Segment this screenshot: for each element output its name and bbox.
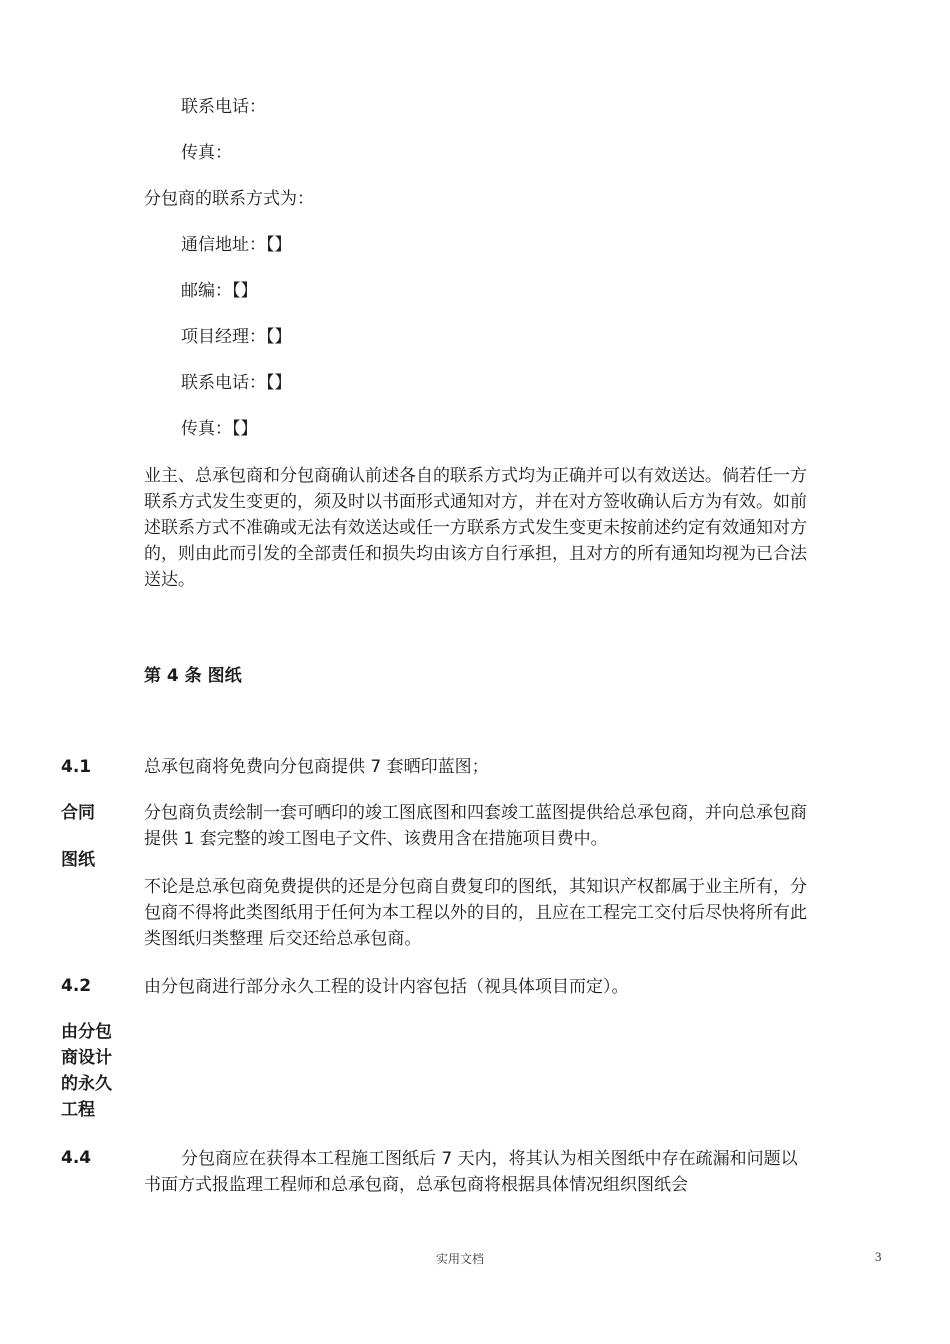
subcontractor-address-label: 通信地址：【】 bbox=[181, 235, 292, 255]
section-4-1-paragraph-1: 总承包商将免费向分包商提供 7 套晒印蓝图； bbox=[144, 757, 489, 777]
section-number-4-2: 4.2 bbox=[61, 976, 92, 996]
section-4-1-side-title-line-1: 合同 bbox=[61, 803, 95, 823]
subcontractor-fax-label: 传真：【】 bbox=[181, 419, 258, 439]
footer-text: 实用文档 bbox=[436, 1252, 485, 1266]
section-4-2-paragraph-1: 由分包商进行部分永久工程的设计内容包括（视具体项目而定）。 bbox=[144, 977, 629, 997]
confirmation-paragraph: 业主、总承包商和分包商确认前述各自的联系方式均为正确并可以有效送达。倘若任一方联系方式发生变更的，须及时以书面形式通知对方，并在对方签收确认后方为有效。如前述联系方式不准确或无法有效送达或任一方联系方式发生变更未按前述约定有效通知对方的，则由此而引发的全部责任和损失均由该方自行承担，且对方的所有通知均视为已合法送达。 bbox=[144, 466, 807, 590]
page-number: 3 bbox=[875, 1249, 882, 1264]
section-4-2-side-title: 由分包商设计的永久工程 bbox=[61, 1022, 112, 1120]
subcontractor-manager-label: 项目经理：【】 bbox=[181, 327, 292, 347]
owner-fax-label: 传真： bbox=[181, 143, 232, 163]
section-4-1-side-title-line-2: 图纸 bbox=[61, 850, 95, 870]
article-heading: 第 4 条 图纸 bbox=[144, 666, 242, 686]
owner-phone-label: 联系电话： bbox=[181, 97, 266, 117]
subcontractor-contact-intro: 分包商的联系方式为： bbox=[144, 189, 314, 209]
section-4-1-paragraph-3: 不论是总承包商免费提供的还是分包商自费复印的图纸，其知识产权都属于业主所有，分包商不得将此类图纸用于任何为本工程以外的目的，且应在工程完工交付后尽快将所有此类图纸归类整理 后交还给总承包商。 bbox=[144, 877, 807, 949]
section-4-1-paragraph-2: 分包商负责绘制一套可晒印的竣工图底图和四套竣工蓝图提供给总承包商，并向总承包商提供 1 套完整的竣工图电子文件、该费用含在措施项目费中。 bbox=[144, 803, 807, 849]
subcontractor-phone-label: 联系电话：【】 bbox=[181, 373, 292, 393]
subcontractor-postcode-label: 邮编：【】 bbox=[181, 281, 258, 301]
section-4-4-paragraph-1: 分包商应在获得本工程施工图纸后 7 天内，将其认为相关图纸中存在疏漏和问题以书面方式报监理工程师和总承包商，总承包商将根据具体情况组织图纸会 bbox=[144, 1149, 798, 1195]
section-number-4-1: 4.1 bbox=[61, 757, 92, 777]
section-number-4-4: 4.4 bbox=[61, 1148, 92, 1168]
